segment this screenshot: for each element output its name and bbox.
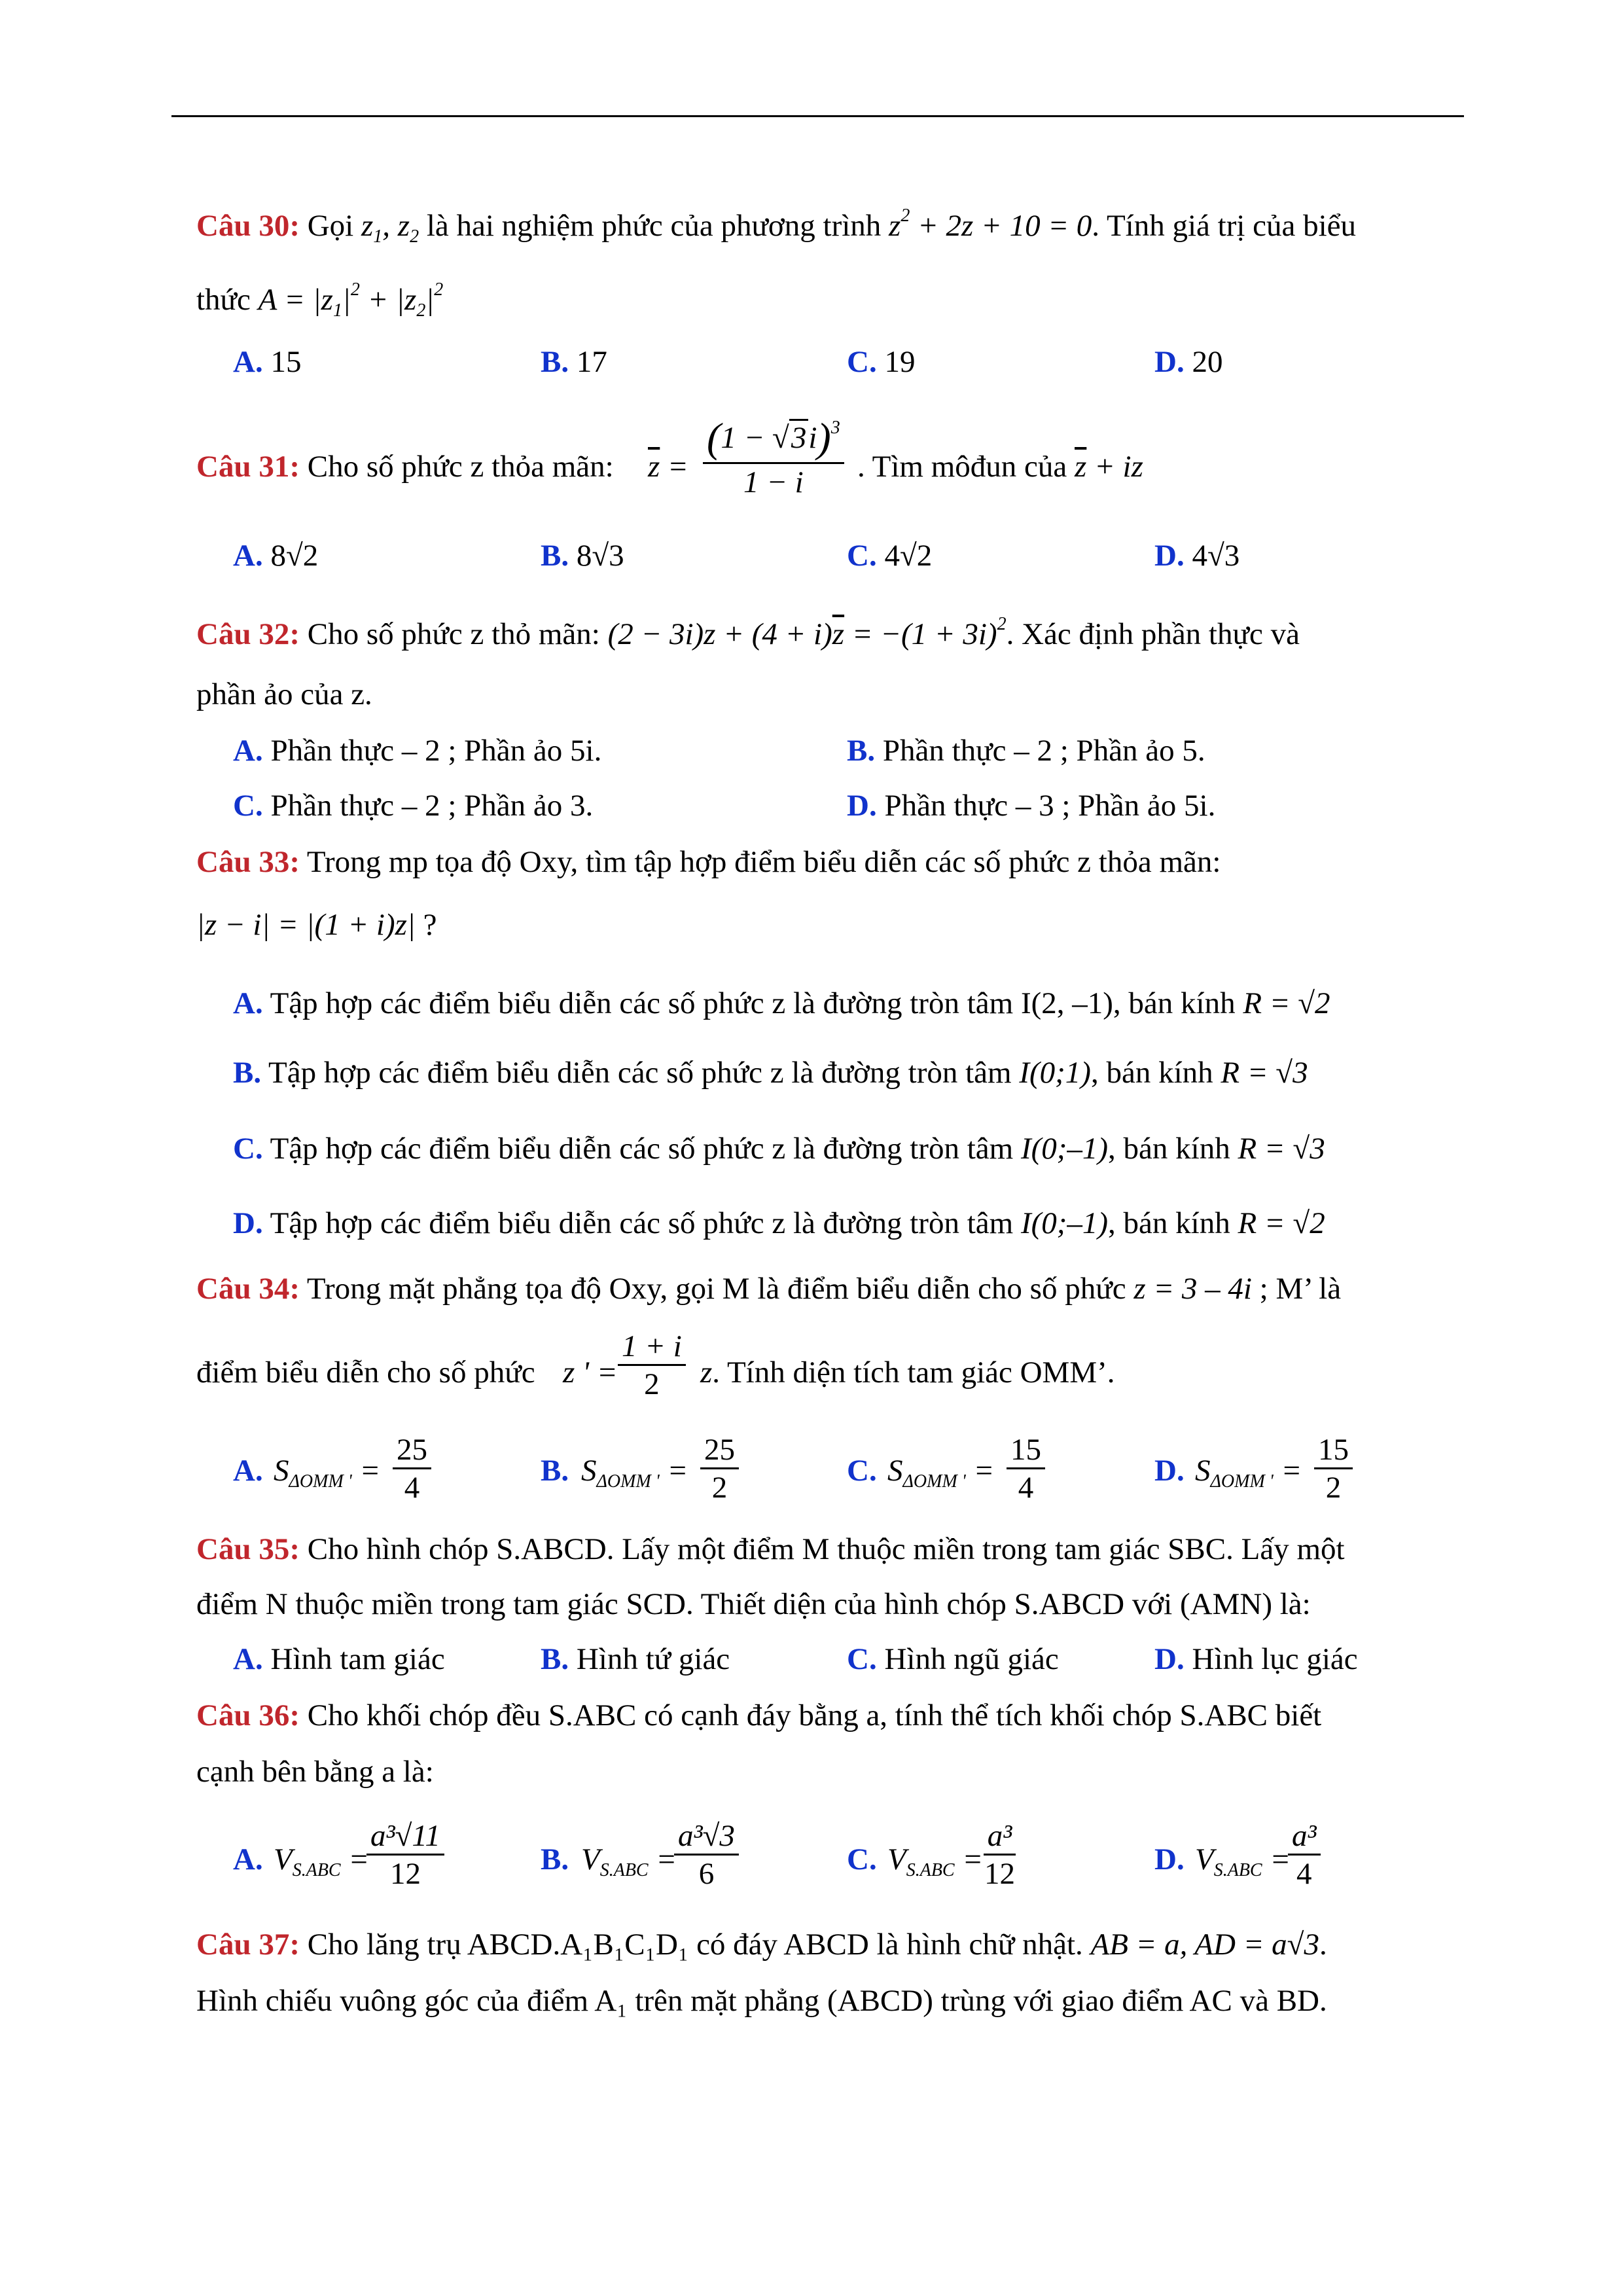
q31-option-b[interactable]: [541, 541, 624, 571]
q33-option-d[interactable]: [233, 1208, 1325, 1239]
q37-line2: Hình chiếu vuông góc của điểm A₁ trên mặt phẳng (ABCD) trùng với giao điểm AC và BD.: [196, 1984, 1327, 2018]
q34-option-a-key: A.: [233, 1454, 263, 1488]
q32-option-d-key: D.: [847, 789, 877, 823]
q33-option-d-key: D.: [233, 1206, 263, 1240]
q35-option-c-key: C.: [847, 1642, 877, 1676]
q35-option-b[interactable]: [541, 1644, 730, 1675]
q31-option-d-value: 4√3: [1184, 539, 1240, 573]
q32-option-c[interactable]: [233, 791, 593, 821]
q34-option-d-denominator: 2: [1325, 1471, 1342, 1505]
q33-option-d-radius-label: , bán kính: [1108, 1206, 1238, 1240]
q36-option-b-denominator: 6: [698, 1857, 715, 1892]
q30-expression: $A = |z_1|^2 + |z_2|^2$: [258, 279, 444, 321]
q34-option-d-area: $S_{\Delta OMM '}$ =: [1195, 1454, 1302, 1492]
q31-label: Câu 31:: [196, 450, 300, 484]
q35-option-d[interactable]: [1154, 1644, 1358, 1675]
q31-option-a-key: A.: [233, 539, 263, 573]
q35-text1: Cho hình chóp S.ABCD. Lấy một điểm M thuộc miền trong tam giác SBC. Lấy một: [299, 1532, 1345, 1566]
q30-text4: thức: [196, 283, 259, 317]
q35-line1: [196, 1534, 1345, 1565]
q33-option-b-center: I(0;1): [1019, 1056, 1091, 1090]
q33-option-b-key: B.: [233, 1056, 262, 1090]
q31-option-c-value: 4√2: [876, 539, 933, 573]
q33-option-a-center: I(2, –1): [1020, 986, 1113, 1020]
q33-label: Câu 33:: [196, 845, 300, 879]
q34-option-b-key: B.: [541, 1454, 569, 1488]
q36-option-d-key: D.: [1154, 1842, 1185, 1876]
q31-option-c[interactable]: [847, 541, 932, 571]
q32-option-b[interactable]: [847, 736, 1205, 766]
q32-option-c-key: C.: [233, 789, 263, 823]
q34-option-c-key: C.: [847, 1454, 877, 1488]
q35-option-a-value: Hình tam giác: [262, 1642, 445, 1676]
q30-equation: $z^2 + 2z + 10 = 0$: [889, 206, 1092, 243]
q36-option-a-denominator: 12: [389, 1857, 421, 1892]
q34-option-a-numerator: 25: [393, 1432, 431, 1469]
q35-label: Câu 35:: [196, 1532, 300, 1566]
q34-option-c-area: $S_{\Delta OMM '}$ =: [887, 1454, 995, 1492]
q30-option-c[interactable]: [847, 347, 915, 378]
q35-option-b-key: B.: [541, 1642, 569, 1676]
q33-option-a-radius: R = √2: [1243, 986, 1330, 1020]
q34-option-b-area: $S_{\Delta OMM '}$ =: [581, 1454, 688, 1492]
q31-option-a[interactable]: [233, 541, 318, 571]
q32-option-d-value: Phần thực – 3 ; Phần ảo 5i.: [876, 789, 1216, 823]
q31-option-a-value: 8√2: [262, 539, 319, 573]
q31-option-d[interactable]: [1154, 541, 1240, 571]
q35-option-c[interactable]: [847, 1644, 1059, 1675]
q30-label: Câu 30:: [196, 209, 300, 243]
q34-text2: ; M’ là: [1251, 1272, 1342, 1306]
q36-option-d-volume: $V_{S.ABC}$ =: [1195, 1842, 1291, 1880]
q34-option-b-denominator: 2: [711, 1471, 728, 1505]
q31-option-b-key: B.: [541, 539, 569, 573]
q35-option-d-key: D.: [1154, 1642, 1185, 1676]
q33-option-a-radius-label: , bán kính: [1113, 986, 1243, 1020]
q32-option-b-value: Phần thực – 2 ; Phần ảo 5.: [875, 734, 1205, 768]
q34-option-b-numerator: 25: [700, 1432, 739, 1469]
q33-option-c-radius: R = √3: [1238, 1132, 1325, 1166]
q36-option-a-key: A.: [233, 1842, 263, 1876]
header-rule: [171, 115, 1464, 117]
q33-option-a-key: A.: [233, 986, 263, 1020]
q36-option-a-volume: $V_{S.ABC}$ =: [274, 1842, 370, 1880]
q37-equation: AB = a, AD = a√3: [1090, 1928, 1319, 1962]
q34-label: Câu 34:: [196, 1272, 300, 1306]
q30-option-b-value: 17: [569, 345, 607, 379]
q34-equation: z = 3 – 4i: [1133, 1272, 1252, 1306]
q34-text4: . Tính diện tích tam giác OMM’.: [712, 1355, 1115, 1390]
q31-target: $\overline{z}$ + iz: [1075, 450, 1143, 484]
q30-text3: . Tính giá trị của biểu: [1092, 209, 1357, 243]
q36-option-c-key: C.: [847, 1842, 877, 1876]
q36-option-b-numerator: a³√3: [674, 1818, 739, 1856]
q33-option-b-radius: R = √3: [1221, 1056, 1308, 1090]
q34-zprime: z ' =: [563, 1355, 618, 1390]
q30-option-d-key: D.: [1154, 345, 1185, 379]
q35-option-a-key: A.: [233, 1642, 263, 1676]
q32-line1: [196, 615, 1300, 650]
q31-fraction: $\frac{(1 - √3i)^3}{1 - i}$: [700, 414, 847, 501]
q35-line2: điểm N thuộc miền trong tam giác SCD. Thiết diện của hình chóp S.ABCD với (AMN) là:: [196, 1587, 1311, 1621]
q30-option-c-key: C.: [847, 345, 877, 379]
q37-label: Câu 37:: [196, 1928, 300, 1962]
q32-option-a[interactable]: [233, 736, 601, 766]
q33-option-c[interactable]: [233, 1134, 1325, 1164]
q31-text2: . Tìm môđun của: [857, 450, 1075, 484]
q30-option-a-key: A.: [233, 345, 263, 379]
q30-line1: [196, 207, 1356, 246]
q32-option-a-key: A.: [233, 734, 263, 768]
q32-option-b-key: B.: [847, 734, 876, 768]
q30-option-b[interactable]: [541, 347, 607, 378]
q33-line2: [196, 910, 437, 941]
q33-line1: [196, 847, 1221, 878]
q34-z: z: [700, 1355, 713, 1390]
q37-text1: Cho lăng trụ ABCD.A₁B₁C₁D₁ có đáy ABCD là hình chữ nhật.: [299, 1928, 1091, 1962]
q36-label: Câu 36:: [196, 1698, 300, 1732]
q33-option-d-center: I(0;–1): [1020, 1206, 1109, 1240]
q33-text1: Trong mp tọa độ Oxy, tìm tập hợp điểm biểu diễn các số phức z thỏa mãn:: [299, 845, 1221, 879]
q31-zbar: $\overline{z}$ =: [648, 450, 688, 484]
q36-option-c-numerator: a³: [984, 1818, 1016, 1856]
q33-option-b-radius-label: , bán kính: [1090, 1056, 1221, 1090]
q30-line2: [196, 281, 443, 320]
q31-option-c-key: C.: [847, 539, 877, 573]
q30-option-b-key: B.: [541, 345, 569, 379]
q32-line2: phần ảo của z.: [196, 677, 372, 711]
q33-option-a-stem: Tập hợp các điểm biểu diễn các số phức z là đường tròn tâm: [270, 986, 1021, 1020]
q33-text2: ?: [415, 908, 437, 942]
q34-line1: [196, 1274, 1341, 1304]
q34-option-d-key: D.: [1154, 1454, 1185, 1488]
q30-option-a-value: 15: [262, 345, 302, 379]
q36-text1: Cho khối chóp đều S.ABC có cạnh đáy bằng a, tính thể tích khối chóp S.ABC biết: [299, 1698, 1322, 1732]
q33-option-a[interactable]: [233, 988, 1330, 1019]
q33-option-c-stem: Tập hợp các điểm biểu diễn các số phức z là đường tròn tâm: [270, 1132, 1021, 1166]
q32-text2: . Xác định phần thực và: [1006, 617, 1300, 651]
q32-option-d[interactable]: [847, 791, 1215, 821]
q36-line1: [196, 1700, 1321, 1731]
q34-fraction: $\frac{1 + i}{2}$: [615, 1329, 688, 1403]
q36-line2: cạnh bên bằng a là:: [196, 1755, 434, 1789]
q37-line1: Câu 37: Cho lăng trụ ABCD.A₁B₁C₁D₁ có đáy ABCD là hình chữ nhật. AB = a, AD = a√3.: [196, 1928, 1327, 1962]
q31-text1: Cho số phức z thỏa mãn:: [299, 450, 614, 484]
q33-condition: |z − i| = |(1 + i)z|: [196, 908, 416, 942]
q34-option-a-area: $S_{\Delta OMM '}$ =: [274, 1454, 381, 1492]
q32-option-c-value: Phần thực – 2 ; Phần ảo 3.: [262, 789, 594, 823]
q33-option-d-stem: Tập hợp các điểm biểu diễn các số phức z là đường tròn tâm: [270, 1206, 1021, 1240]
q31-option-b-value: 8√3: [569, 539, 624, 573]
q36-option-c-denominator: 12: [984, 1857, 1015, 1892]
q36-option-b-volume: $V_{S.ABC}$ =: [581, 1842, 677, 1880]
q34-option-c-numerator: 15: [1007, 1432, 1045, 1469]
q31-option-d-key: D.: [1154, 539, 1185, 573]
q35-option-b-value: Hình tứ giác: [569, 1642, 730, 1676]
q30-text2: là hai nghiệm phức của phương trình: [419, 209, 889, 243]
q30-option-d-value: 20: [1184, 345, 1223, 379]
q33-option-c-radius-label: , bán kính: [1108, 1132, 1238, 1166]
q33-option-c-key: C.: [233, 1132, 263, 1166]
q30-option-c-value: 19: [876, 345, 916, 379]
q34-option-a-denominator: 4: [404, 1471, 420, 1505]
q36-option-d-numerator: a³: [1288, 1818, 1321, 1856]
q33-option-b[interactable]: [233, 1058, 1308, 1088]
q36-option-d-denominator: 4: [1296, 1857, 1312, 1892]
q33-option-b-stem: Tập hợp các điểm biểu diễn các số phức z là đường tròn tâm: [268, 1056, 1020, 1090]
q35-option-d-value: Hình lục giác: [1184, 1642, 1358, 1676]
q36-option-a-numerator: a³√11: [366, 1818, 444, 1856]
q32-label: Câu 32:: [196, 617, 300, 651]
q34-option-c-denominator: 4: [1018, 1471, 1034, 1505]
q30-option-a[interactable]: [233, 347, 301, 378]
q30-option-d[interactable]: [1154, 347, 1222, 378]
q32-equation: $(2 - 3i)z + (4 + i)\overline{z} = -(1 + 3i)^2$: [607, 614, 1007, 651]
q33-option-d-radius: R = √2: [1238, 1206, 1325, 1240]
q36-option-c-volume: $V_{S.ABC}$ =: [887, 1842, 984, 1880]
q35-option-c-value: Hình ngũ giác: [876, 1642, 1059, 1676]
q30-text1: Gọi: [299, 209, 361, 243]
q34-option-d-numerator: 15: [1314, 1432, 1353, 1469]
q32-text1: Cho số phức z thỏ mãn:: [299, 617, 608, 651]
q34-text3: điểm biểu diễn cho số phức: [196, 1355, 535, 1390]
q34-text1: Trong mặt phẳng tọa độ Oxy, gọi M là điểm biểu diễn cho số phức: [299, 1272, 1134, 1306]
q30-roots: $z_1$, $z_2$: [361, 209, 419, 247]
q33-option-c-center: I(0;–1): [1020, 1132, 1109, 1166]
q32-option-a-value: Phần thực – 2 ; Phần ảo 5i.: [262, 734, 602, 768]
q36-option-b-key: B.: [541, 1842, 569, 1876]
q35-option-a[interactable]: [233, 1644, 445, 1675]
